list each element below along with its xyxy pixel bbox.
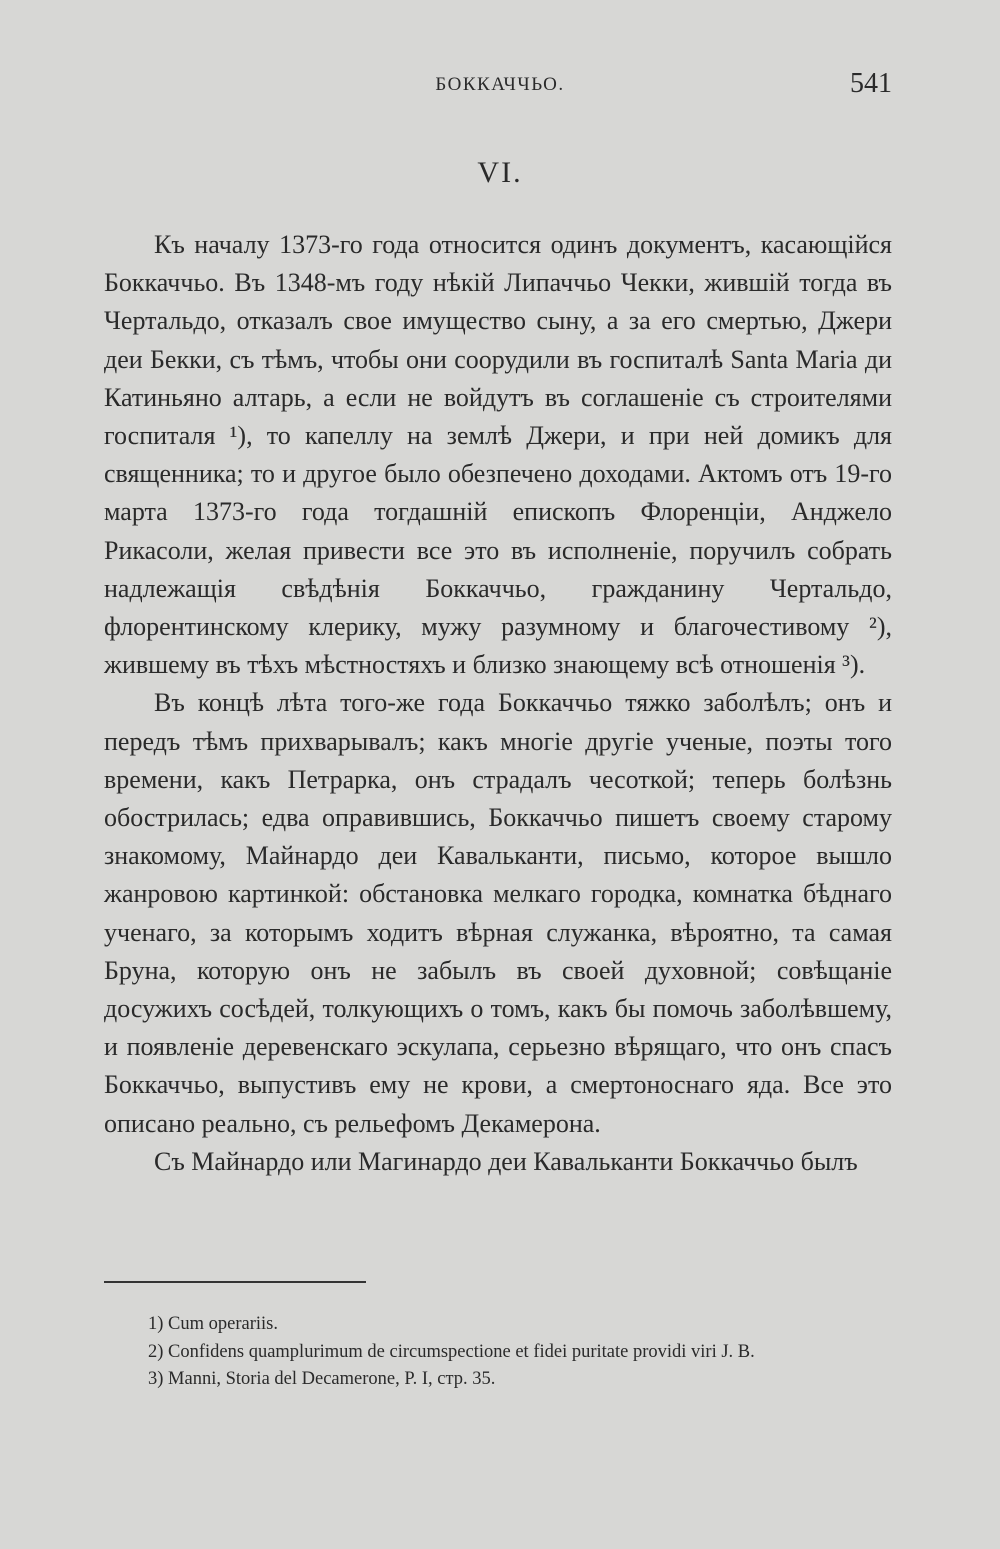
paragraph: Къ началу 1373-го года относится одинъ документъ, касающійся Боккаччьо. Въ 1348-мъ году нѣкій Липаччьо Чекки, жившій тогда въ Чертальдо, отказалъ свое имущество сыну, а за его смертью, Джери деи Бекки, съ тѣмъ, чтобы они соорудили въ госпиталѣ Santa Maria ди Катиньяно алтарь, а если не войдутъ въ соглашеніе съ строителями госпиталя ¹), то капеллу на землѣ Джери, и при ней домикъ для священника; то и другое было обезпечено доходами. Актомъ отъ 19-го марта 1373-го года тогдашній епископъ Флоренціи, Анджело Рикасоли, желая привести все это въ исполненіе, поручилъ собрать надлежащія свѣдѣнія Боккаччьо, гражданину Чертальдо, флорентинскому клерику, мужу разумному и благочестивому ²), жившему въ тѣхъ мѣстностяхъ и близко знающему всѣ отношенія ³). <box>104 230 892 680</box>
footnote-divider <box>104 1281 366 1283</box>
page-number: 541 <box>850 68 892 99</box>
footnote: 1) Cum operariis. <box>148 1314 278 1334</box>
paragraph: Съ Майнардо или Магинардо деи Кавальканти Боккаччьо былъ <box>154 1146 858 1176</box>
running-title: БОККАЧЧЬО. <box>435 74 565 95</box>
footnote: 3) Manni, Storia del Decamerone, P. I, стр. 35. <box>148 1369 496 1389</box>
footnote: 2) Confidens quamplurimum de circumspectione et fidei puritate providi viri J. B. <box>148 1341 755 1362</box>
body-text <box>104 226 892 1181</box>
paragraph: Въ концѣ лѣта того-же года Боккаччьо тяжко заболѣлъ; онъ и передъ тѣмъ прихварывалъ; какъ многіе другіе ученые, поэты того времени, какъ Петрарка, онъ страдалъ чесоткой; теперь болѣзнь обострилась; едва оправившись, Боккаччьо пишетъ своему старому знакомому, Майнардо деи Кавальканти, письмо, которое вышло жанровою картинкой: обстановка мелкаго городка, комнатка бѣднаго ученаго, за которымъ ходитъ вѣрная служанка, вѣроятно, та самая Бруна, которую онъ не забылъ въ своей духовной; совѣщаніе досужихъ сосѣдей, толкующихъ о томъ, какъ бы помочь заболѣвшему, и появленіе деревенскаго эскулапа, серьезно вѣрящаго, что онъ спасъ Боккаччьо, выпустивъ ему не крови, а смертоноснаго яда. Все это описано реально, съ рельефомъ Декамерона. <box>104 688 892 1138</box>
footnotes <box>104 1311 892 1394</box>
section-heading: VI. <box>477 156 523 189</box>
